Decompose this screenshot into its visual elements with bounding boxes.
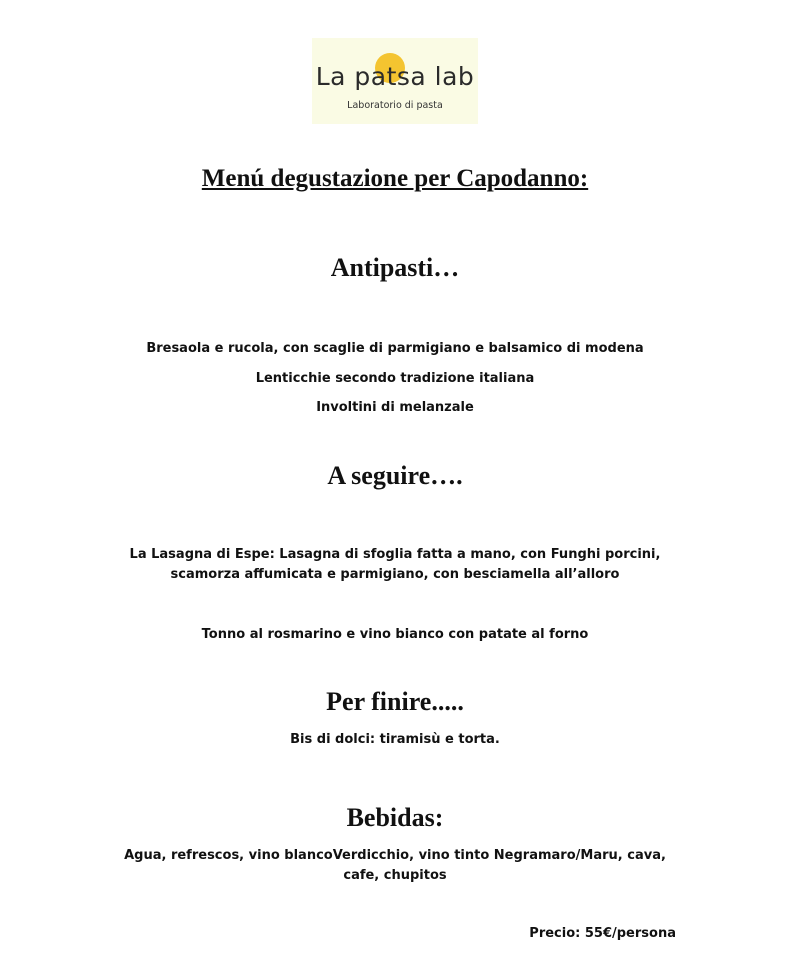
- menu-item: La Lasagna di Espe: Lasagna di sfoglia fatta a mano, con Funghi porcini, scamorza affumicata e parmigiano, con besciamella all’alloro: [129, 547, 661, 582]
- logo-subtitle: Laboratorio di pasta: [347, 100, 443, 111]
- menu-item: Agua, refrescos, vino blancoVerdicchio, vino tinto Negramaro/Maru, cava, cafe, chupitos: [124, 848, 666, 883]
- section-heading-antipasti: Antipasti…: [330, 253, 460, 282]
- menu-item: Tonno al rosmarino e vino bianco con patate al forno: [201, 627, 589, 642]
- menu-item: Bresaola e rucola, con scaglie di parmigiano e balsamico di modena: [146, 341, 644, 356]
- section-heading-per-finire: Per finire.....: [326, 687, 464, 716]
- section-heading-bebidas: Bebidas:: [346, 803, 444, 832]
- menu-item: Lenticchie secondo tradizione italiana: [255, 371, 535, 386]
- price-label: Precio: 55€/persona: [529, 926, 676, 941]
- logo-name: La patsa lab: [315, 62, 475, 91]
- menu-item: Bis di dolci: tiramisù e torta.: [290, 732, 500, 747]
- section-heading-a-seguire: A seguire….: [327, 461, 463, 490]
- menu-title: Menú degustazione per Capodanno:: [201, 165, 589, 192]
- menu-item: Involtini di melanzale: [316, 400, 474, 415]
- logo: [312, 38, 478, 124]
